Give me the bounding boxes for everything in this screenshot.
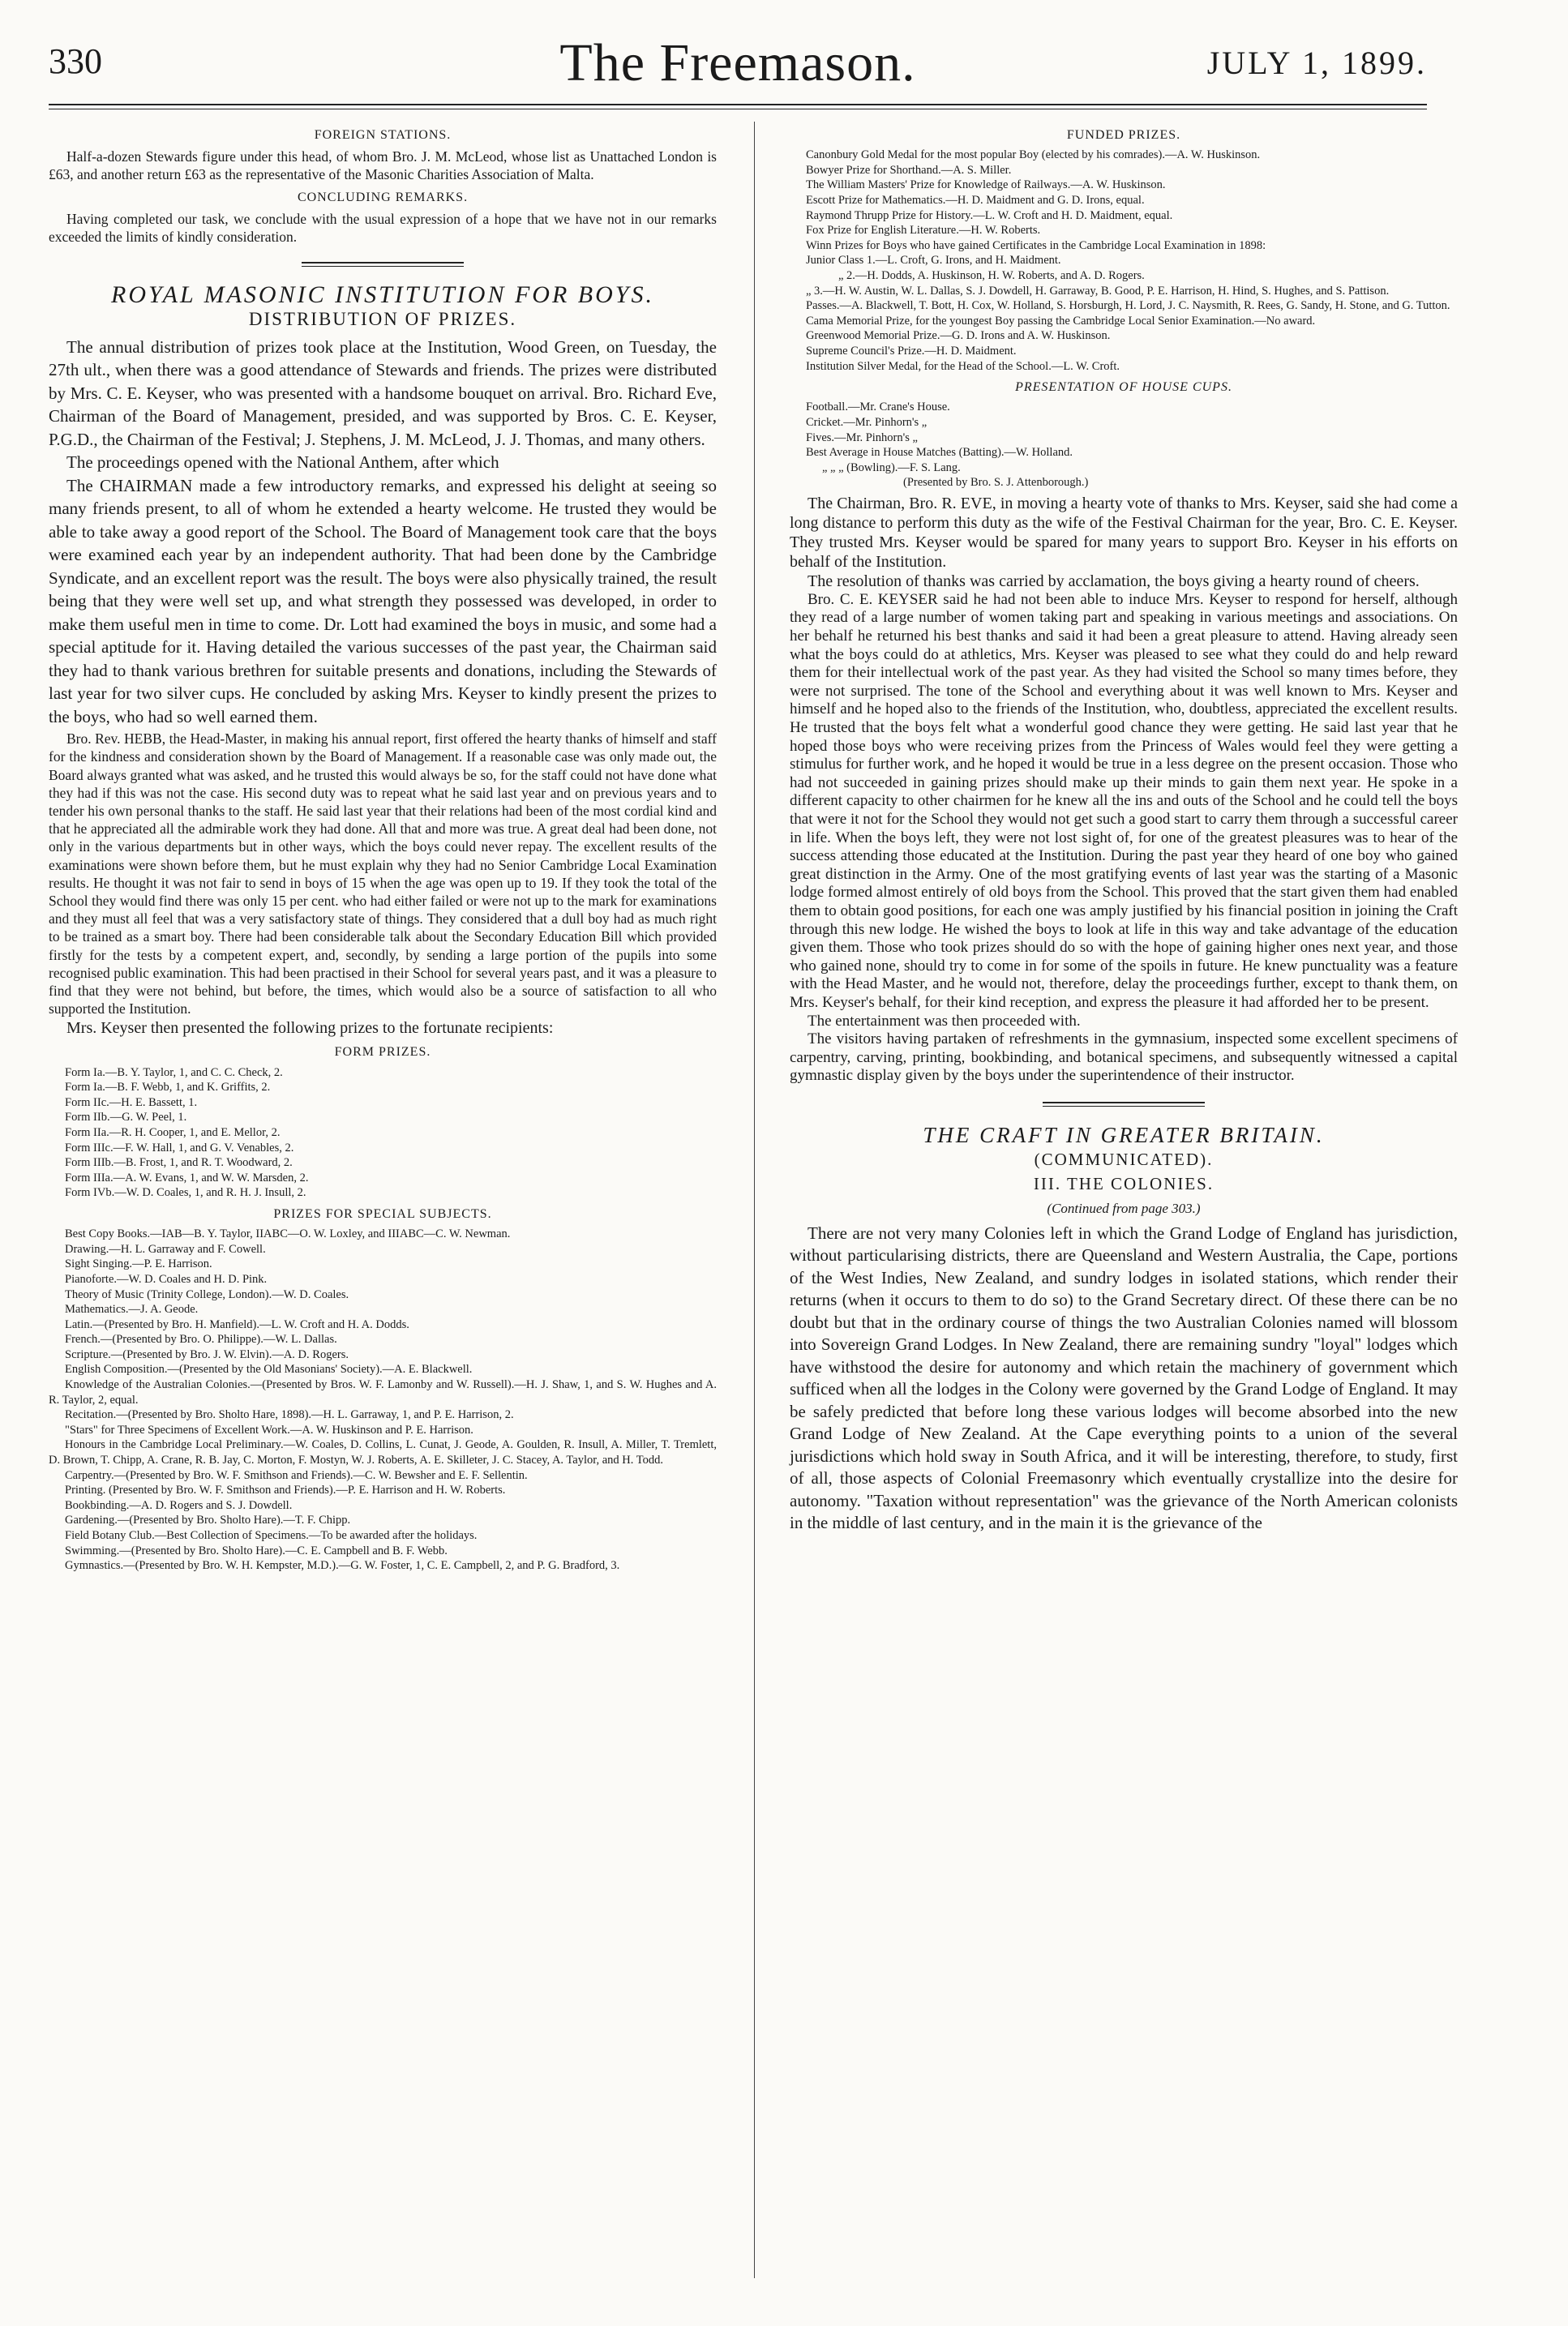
list-item: Raymond Thrupp Prize for History.—L. W. Croft and H. D. Maidment, equal.	[806, 208, 1173, 222]
list-item: Institution Silver Medal, for the Head of the School.—L. W. Croft.	[806, 359, 1120, 373]
funded-prizes-list	[790, 148, 1458, 374]
paragraph: The entertainment was then proceeded with.	[808, 1012, 1081, 1030]
special-prizes-heading: PRIZES FOR SPECIAL SUBJECTS.	[273, 1206, 492, 1221]
list-item: Honours in the Cambridge Local Preliminary.—W. Coales, D. Collins, L. Cunat, J. Geode, A. Goulden, R. Insull, A. Miller, T. Tremlett, D. Brown, T. Chipp, A. Crane, R. B. Jay, C. Morton, F. Mostyn, W. J. Roberts, A. E. Skilleter, J. C. Stacey, A. Taylor, and H. Todd.	[49, 1438, 717, 1467]
article-subtitle: DISTRIBUTION OF PRIZES.	[248, 309, 517, 330]
list-item: Sight Singing.—P. E. Harrison.	[65, 1257, 212, 1271]
list-item: Theory of Music (Trinity College, London).—W. D. Coales.	[65, 1287, 349, 1301]
special-prizes-list	[49, 1227, 717, 1574]
list-item: Cama Memorial Prize, for the youngest Boy passing the Cambridge Local Senior Examination.—No award.	[806, 314, 1316, 328]
list-item: „ „ „ (Bowling).—F. S. Lang.	[822, 460, 961, 474]
list-item: Fox Prize for English Literature.—H. W. Roberts.	[806, 224, 1041, 238]
paragraph: The proceedings opened with the National Anthem, after which	[66, 452, 499, 473]
foreign-stations-heading: FOREIGN STATIONS.	[314, 128, 452, 142]
list-item: Fives.—Mr. Pinhorn's „	[806, 431, 918, 444]
list-item: Printing. (Presented by Bro. W. F. Smithson and Friends).—P. E. Harrison and H. W. Roberts.	[65, 1484, 506, 1497]
list-item: Recitation.—(Presented by Bro. Sholto Hare, 1898).—H. L. Garraway, 1, and P. E. Harrison, 2.	[65, 1408, 514, 1422]
list-item: Best Copy Books.—IAB—B. Y. Taylor, IIABC—O. W. Loxley, and IIIABC—C. W. Newman.	[65, 1227, 511, 1241]
list-item: Field Botany Club.—Best Collection of Specimens.—To be awarded after the holidays.	[65, 1529, 478, 1542]
list-item: Bowyer Prize for Shorthand.—A. S. Miller.	[806, 163, 1012, 177]
paragraph: Bro. Rev. HEBB, the Head-Master, in making his annual report, first offered the hearty thanks of himself and staff for the kindness and consideration shown by the Board of Management. If a reasonable case was only made out, the Board always granted what was asked, and he trusted this would always be so, for the staff could not have done what they had if this was not the case. His second duty was to repeat what he said last year and on previous years and to tender his own personal thanks to the staff. He said last year that their relations had been of the most cordial kind and that he appreciated all the admirable work they had done. All that and more was true. A great deal had been done, not only in the various departments but in other ways, which the boys could never repay. The excellent results of the examinations were shown before them, but he must explain why they had no Senior Cambridge Local Examination results. He thought it was not fair to send in boys of 15 when the age was open up to 19. If they took the total of the School they would find there was only 15 per cent. who had either failed or were not up to the mark for examinations and they must all feel that was a very satisfactory state of things. They considered that a dull boy had as much right to be trained as a smart boy. There had been considerable talk about the Secondary Education Bill which provided firstly for the tests by a competent expert, and, secondly, by sending a large portion of the pupils into some recognised public examination. This had been practised in their School for several years past, and it was a pleasure to find that they were not behind, but before, the times, which would also be a source of satisfaction to all who supported the Institution.	[49, 730, 717, 1017]
list-item: Form Ia.—B. F. Webb, 1, and K. Griffits, 2.	[65, 1081, 271, 1094]
list-item: Best Average in House Matches (Batting).—W. Holland.	[806, 446, 1073, 460]
list-item: Gardening.—(Presented by Bro. Sholto Hare).—T. F. Chipp.	[65, 1514, 351, 1527]
list-item: English Composition.—(Presented by the Old Masonians' Society).—A. E. Blackwell.	[65, 1363, 473, 1377]
paragraph: There are not very many Colonies left in which the Grand Lodge of England has jurisdiction, without particularising districts, there are Queensland and Western Australia, the Cape, portions of the West Indies, New Zealand, and sundry lodges in isolated stations, which render their returns (when it occurs to them to do so) to the Grand Secretary direct. Of these there can be no doubt but that in the ordinary course of things the two Australian Colonies named will blossom into Sovereign Grand Lodges. In New Zealand, there are remaining sundry "loyal" lodges which have withstood the desire for autonomy and which retain the machinery of government which sufficed when all the lodges in the Colony were governed by the Grand Lodge of England. It may be safely predicted that before long these various lodges will become absorbed into the new Grand Lodge of New Zealand. At the Cape everything points to a union of the several jurisdictions which hold sway in South Africa, and it will be interesting, therefore, to study, first of all, those aspects of Colonial Freemasonry which eventually crystallize into the desire for autonomy. "Taxation without representation" was the grievance of the North American colonists in the middle of last century, and in the main it is the grievance of the	[790, 1223, 1458, 1533]
list-item: French.—(Presented by Bro. O. Philippe).—W. L. Dallas.	[65, 1333, 337, 1347]
list-item: Passes.—A. Blackwell, T. Bott, H. Cox, W. Holland, S. Horsburgh, H. Lord, J. C. Naysmith, R. Rees, G. Sandy, H. Stone, and G. Tutton.	[806, 299, 1450, 313]
paragraph: Bro. C. E. KEYSER said he had not been able to induce Mrs. Keyser to respond for herself, although they read of a large number of women taking part and speaking in various meetings and associations. On her behalf he returned his best thanks and said it had been a great pleasure to attend. Having already seen what the boys could do at athletics, Mrs. Keyser was pleased to see what they could do and help reward them for their intellectual work of the past year. As they had visited the School so many times before, they were not surprised. The tone of the School and everything about it was well known to Mrs. Keyser and himself and he hoped also to the friends of the Institution, who, doubtless, appreciated the excellent results. He trusted that the boys felt what a wonderful good chance they were getting. He said last year that he hoped those boys who were receiving prizes from the Princess of Wales would feel they were getting a stimulus for further work, and he hoped it would be true in a less degree on the present occasion. Those who had not succeeded in gaining prizes should make up their minds to gain them next year. He spoke in a different capacity to other chairmen for he knew all the ins and outs of the School and he could tell the boys that were it not for the School they would not get such a good start to carry them through a successful career in life. When the boys left, they were not lost sight of, for one of the greatest pleasures was to hear of the success attending those educated at the Institution. During the past year they heard of one boy who gained great distinction in the Army. One of the most gratifying events of last year was the starting of a Masonic lodge formed almost entirely of old boys from the School. This proved that the start given them had enabled them to obtain good positions, for each one was amply justified by his financial position in joining the Craft through this new lodge. He wished the boys to look at life in this way and take advantage of the education given them. Those who took prizes should do so with the hope of gaining higher ones next year, and those who gained none, should try to come in for some of the spoils in future. He knew punctuality was a feature with the Head Master, and he would not, therefore, delay the proceedings further, except to thank them, on Mrs. Keyser's behalf, for their kind reception, and express the pleasure it had afforded her to be present.	[790, 590, 1458, 1011]
issue-date: JULY 1, 1899.	[1206, 45, 1427, 81]
article-title: ROYAL MASONIC INSTITUTION FOR BOYS.	[111, 281, 654, 309]
list-item: Junior Class 1.—L. Croft, G. Irons, and H. Maidment.	[806, 254, 1061, 268]
list-item: Form IIIa.—A. W. Evans, 1, and W. W. Marsden, 2.	[65, 1171, 309, 1184]
list-item: Latin.—(Presented by Bro. H. Manfield).—L. W. Croft and H. A. Dodds.	[65, 1317, 409, 1331]
funded-prizes-heading: FUNDED PRIZES.	[1066, 128, 1181, 142]
form-prizes-list	[49, 1065, 717, 1201]
column-divider	[754, 122, 755, 2278]
masthead-rule	[49, 104, 1427, 105]
list-item: Form IIc.—H. E. Bassett, 1.	[65, 1095, 198, 1109]
section-ornament	[1043, 1097, 1205, 1112]
list-item: Escott Prize for Mathematics.—H. D. Maidment and G. D. Irons, equal.	[806, 193, 1145, 207]
house-cups-list	[790, 400, 1458, 490]
list-item: Canonbury Gold Medal for the most popular Boy (elected by his comrades).—A. W. Huskinson.	[806, 148, 1261, 162]
newspaper-title: The Freemason.	[559, 33, 916, 92]
list-item: Greenwood Memorial Prize.—G. D. Irons and A. W. Huskinson.	[806, 329, 1111, 343]
article-subtitle: (COMMUNICATED).	[1034, 1150, 1214, 1170]
list-item: Scripture.—(Presented by Bro. J. W. Elvin).—A. D. Rogers.	[65, 1347, 349, 1361]
list-item: „ 3.—H. W. Austin, W. L. Dallas, S. J. Dowdell, H. Garraway, B. Good, P. E. Harrison, H. Hind, S. Hughes, and S. Pattison.	[806, 284, 1390, 298]
list-item: Carpentry.—(Presented by Bro. W. F. Smithson and Friends).—C. W. Bewsher and E. F. Sellentin.	[65, 1468, 528, 1482]
list-item: Form IIa.—R. H. Cooper, 1, and E. Mellor, 2.	[65, 1125, 281, 1139]
article-title: THE CRAFT IN GREATER BRITAIN.	[923, 1122, 1325, 1147]
list-item: The William Masters' Prize for Knowledge of Railways.—A. W. Huskinson.	[806, 178, 1166, 192]
list-item: Form IIIb.—B. Frost, 1, and R. T. Woodward, 2.	[65, 1156, 293, 1170]
list-item: Swimming.—(Presented by Bro. Sholto Hare).—C. E. Campbell and B. F. Webb.	[65, 1544, 448, 1557]
left-column	[49, 122, 717, 1574]
list-item: "Stars" for Three Specimens of Excellent Work.—A. W. Huskinson and P. E. Harrison.	[65, 1423, 473, 1437]
list-item: Supreme Council's Prize.—H. D. Maidment.	[806, 344, 1017, 358]
list-item: „ 2.—H. Dodds, A. Huskinson, H. W. Roberts, and A. D. Rogers.	[838, 268, 1145, 282]
list-item: Form Ia.—B. Y. Taylor, 1, and C. C. Check, 2.	[65, 1065, 283, 1079]
list-item: Form IVb.—W. D. Coales, 1, and R. H. J. Insull, 2.	[65, 1186, 306, 1200]
list-item: Pianoforte.—W. D. Coales and H. D. Pink.	[65, 1272, 268, 1286]
paragraph: The resolution of thanks was carried by acclamation, the boys giving a hearty round of cheers.	[808, 572, 1420, 590]
paragraph: The CHAIRMAN made a few introductory remarks, and expressed his delight at seeing so many friends present, to all of whom he extended a hearty welcome. He trusted they would be able to take away a good report of the School. The Board of Management took care that the boys were examined each year by an independent authority. That had been done by the Cambridge Syndicate, and an excellent report was the result. The boys were also physically trained, the result being that they were well set up, and what strength they possessed was developed, in order to make them useful men in time to come. Dr. Lott had examined the boys in music, and some had a special aptitude for it. Having detailed the various successes of the past year, the Chairman said they had to thank various brethren for suitable presents and donations, including the Stewards of last year for two silver cups. He concluded by asking Mrs. Keyser to kindly present the prizes to the boys, who had so well earned them.	[49, 475, 717, 726]
list-item: Football.—Mr. Crane's House.	[806, 401, 950, 414]
list-item: Winn Prizes for Boys who have gained Certificates in the Cambridge Local Examination in 1898:	[806, 238, 1266, 252]
form-prizes-heading: FORM PRIZES.	[334, 1045, 431, 1060]
paragraph: Mrs. Keyser then presented the following prizes to the fortunate recipients:	[66, 1019, 554, 1038]
page-number: 330	[49, 41, 102, 81]
list-item: Cricket.—Mr. Pinhorn's „	[806, 415, 928, 429]
list-item: Mathematics.—J. A. Geode.	[65, 1303, 199, 1317]
list-item: Form IIb.—G. W. Peel, 1.	[65, 1111, 187, 1124]
paragraph: The visitors having partaken of refreshments in the gymnasium, inspected some excellent specimens of carpentry, carving, printing, bookbinding, and botanical specimens, and subsequently witnessed a capital gymnastic display given by the boys under the superintendence of their instructor.	[790, 1030, 1458, 1085]
section-title: III. THE COLONIES.	[1033, 1174, 1215, 1194]
continued-note: (Continued from page 303.)	[1047, 1200, 1201, 1216]
right-column	[790, 122, 1458, 1535]
house-cups-heading: PRESENTATION OF HOUSE CUPS.	[1015, 380, 1232, 395]
list-item: Gymnastics.—(Presented by Bro. W. H. Kempster, M.D.).—G. W. Foster, 1, C. E. Campbell, 2, and P. G. Bradford, 3.	[65, 1559, 620, 1573]
foreign-stations-text: Half-a-dozen Stewards figure under this head, of whom Bro. J. M. McLeod, whose list as Unattached London is £63, and another return £63 as the representative of the Masonic Charities Association of Malta.	[49, 148, 717, 183]
list-item: Knowledge of the Australian Colonies.—(Presented by Bros. W. F. Lamonby and W. Russell).—H. J. Shaw, 1, and S. W. Hughes and A. R. Taylor, 2, equal.	[49, 1378, 717, 1407]
masthead	[49, 32, 1427, 102]
list-item: Drawing.—H. L. Garraway and F. Cowell.	[65, 1242, 266, 1256]
section-ornament	[302, 257, 464, 272]
concluding-remarks-text: Having completed our task, we conclude with the usual expression of a hope that we have not in our remarks exceeded the limits of kindly consideration.	[49, 210, 717, 246]
concluding-remarks-heading: CONCLUDING REMARKS.	[297, 190, 469, 204]
list-item: (Presented by Bro. S. J. Attenborough.)	[903, 476, 1089, 490]
list-item: Bookbinding.—A. D. Rogers and S. J. Dowdell.	[65, 1498, 293, 1512]
list-item: Form IIIc.—F. W. Hall, 1, and G. V. Venables, 2.	[65, 1141, 294, 1154]
paragraph: The annual distribution of prizes took place at the Institution, Wood Green, on Tuesday, the 27th ult., when there was a good attendance of Stewards and friends. The prizes were distributed by Mrs. C. E. Keyser, who was presented with a handsome bouquet on arrival. Bro. Richard Eve, Chairman of the Board of Management, presided, and was supported by Bros. C. E. Keyser, P.G.D., the Chairman of the Festival; J. Stephens, J. M. McLeod, J. J. Thomas, and many others.	[49, 336, 717, 449]
paragraph: The Chairman, Bro. R. EVE, in moving a hearty vote of thanks to Mrs. Keyser, said she had come a long distance to perform this duty as the wife of the Festival Chairman for the year, Bro. C. E. Keyser. They trusted Mrs. Keyser would be spared for many years to support Bro. Keyser in his efforts on behalf of the Institution.	[790, 494, 1458, 571]
